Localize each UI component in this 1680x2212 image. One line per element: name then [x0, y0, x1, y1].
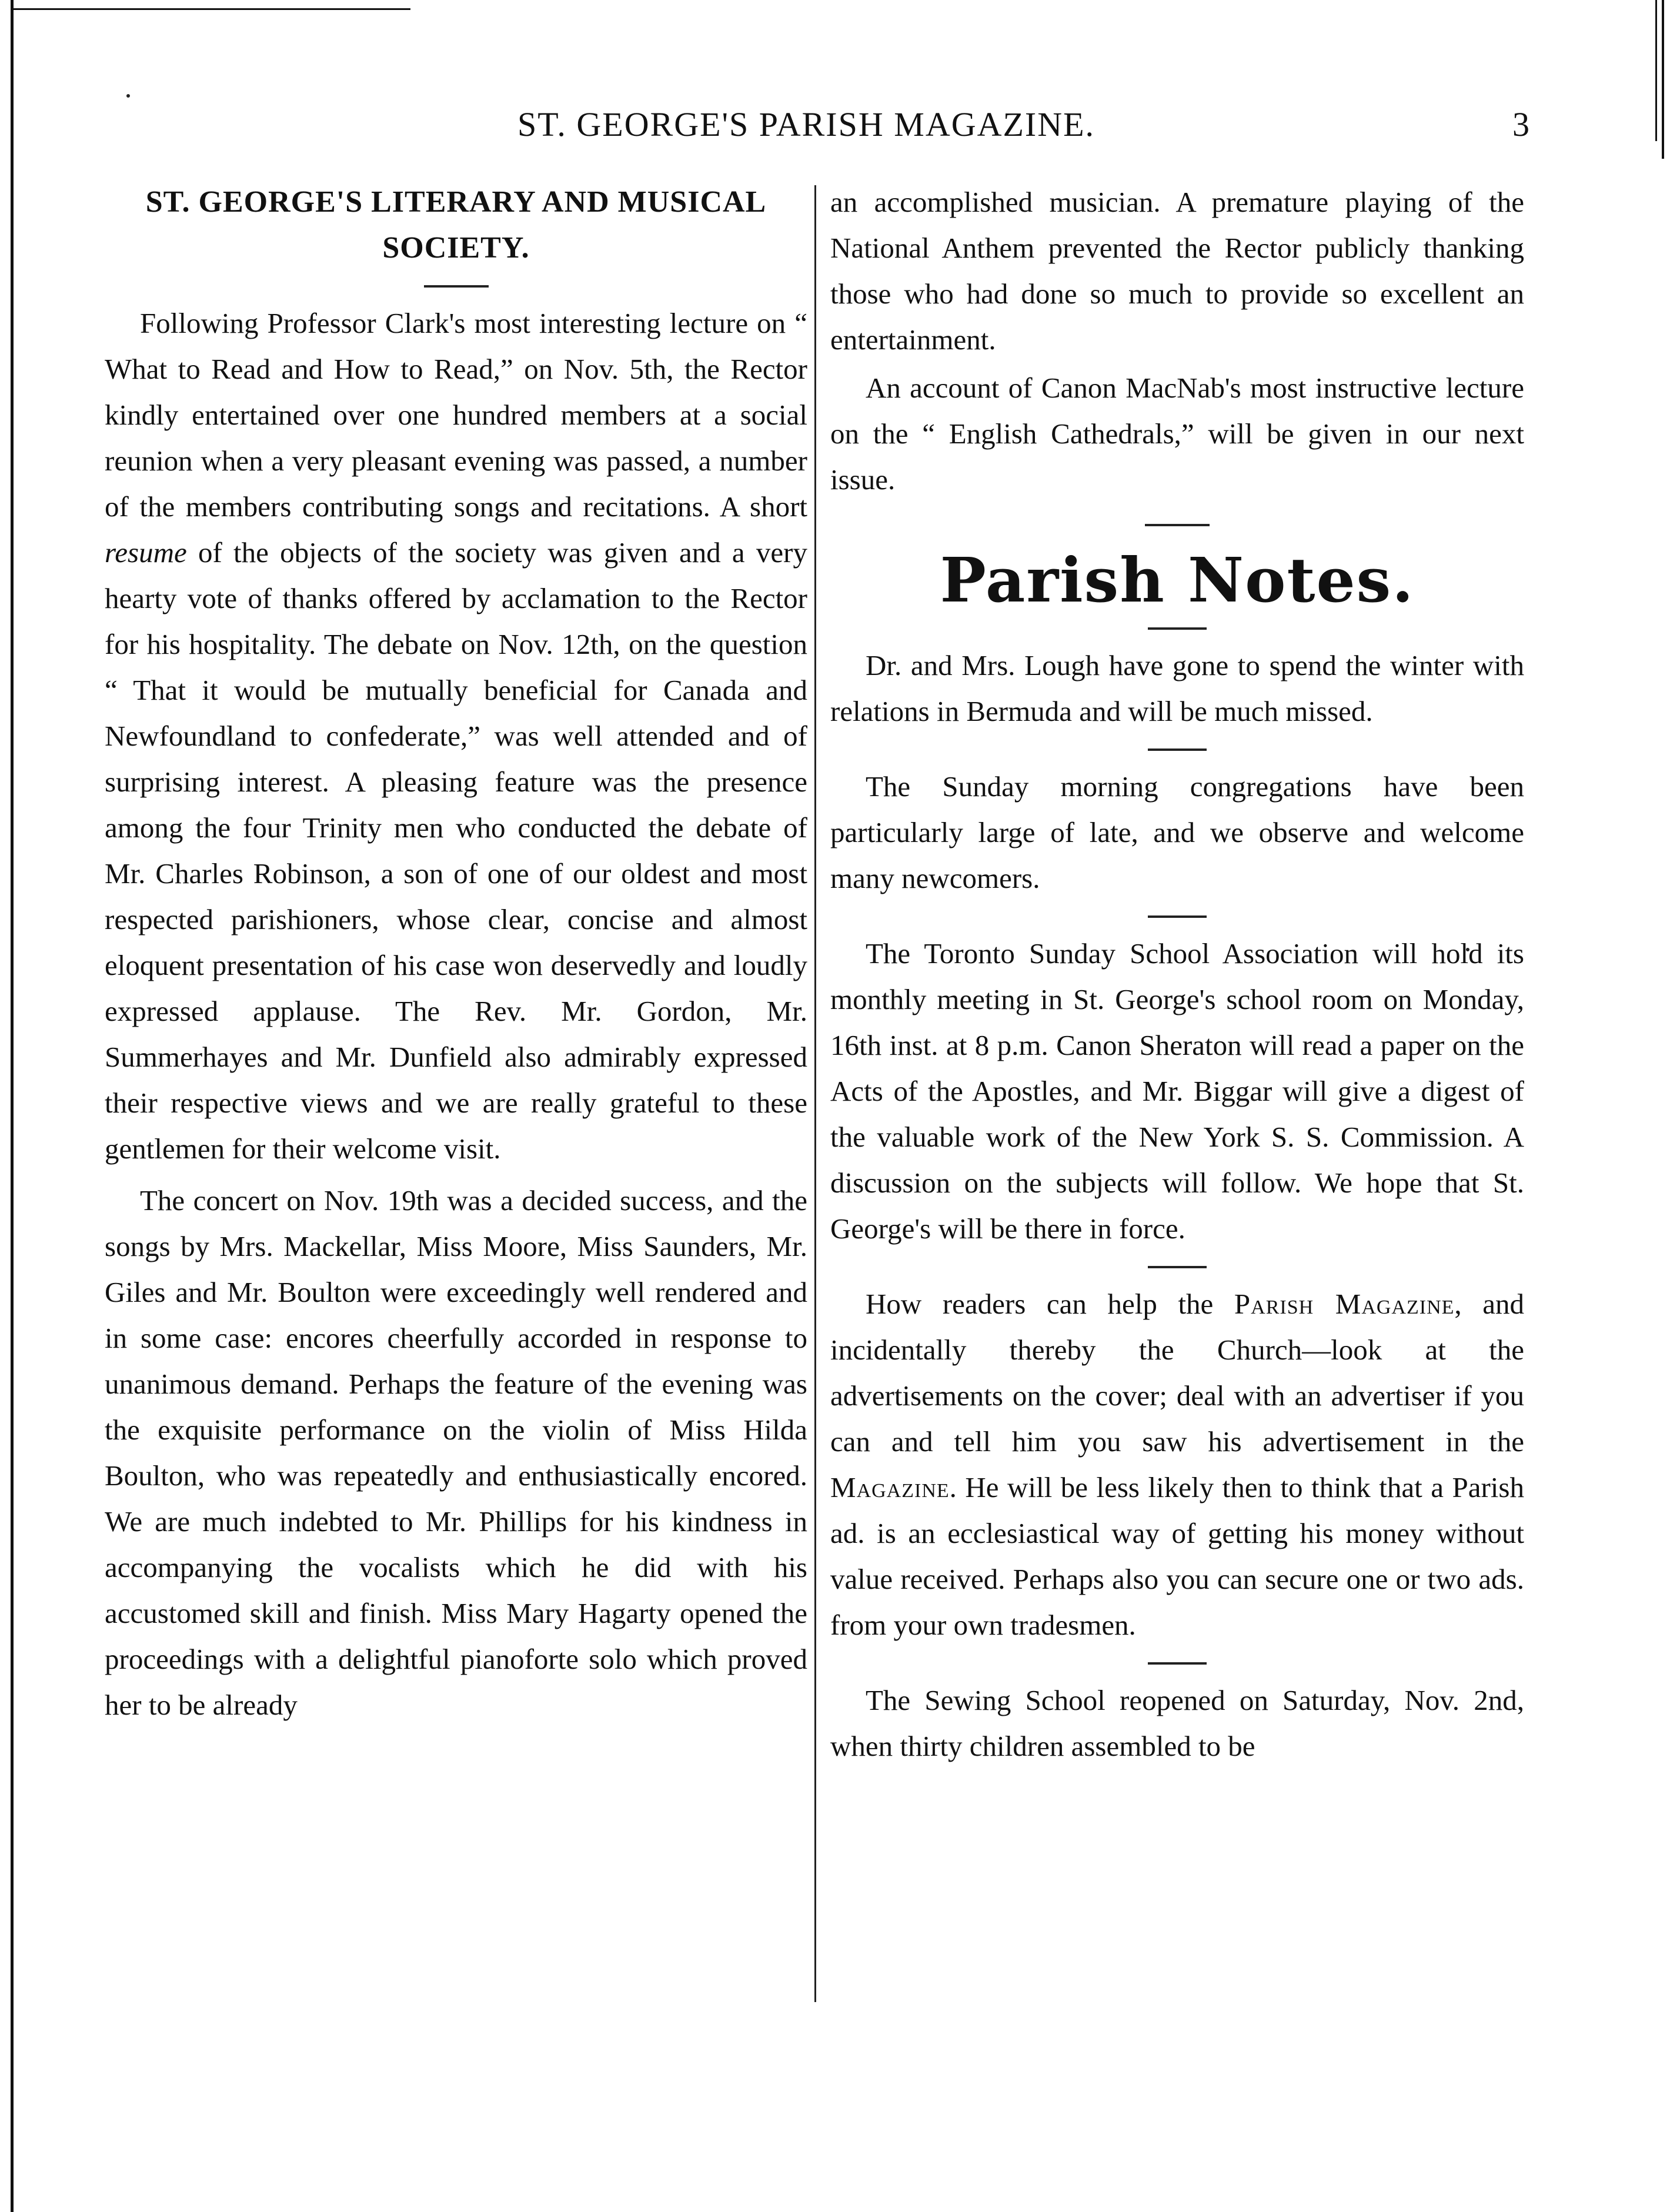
section-dash: [1148, 1266, 1207, 1268]
page-header: [0, 105, 1680, 158]
society-heading: [105, 179, 807, 271]
top-edge-mark: [11, 8, 410, 10]
society-heading-line1: ST. GEORGE'S LITERARY AND MUSICAL: [145, 185, 767, 219]
section-dash: [1148, 627, 1207, 630]
page-number: 3: [1512, 105, 1529, 143]
note-advertisers: [830, 1281, 1524, 1648]
n4-text-b: , and incidentally thereby the Church—look at the advertisements on the cover; deal with an advertiser if you can and tell him you saw his advertisement in the: [830, 1288, 1524, 1458]
macnab-lecture-note: An account of Canon MacNab's most instructive lecture on the “ English Cathedrals,” will be given in our next issue.: [830, 372, 1524, 496]
society-paragraph-lecture: [105, 300, 807, 1172]
section-dash: [1145, 524, 1210, 526]
concert-continuation: an accomplished musician. A premature playing of the National Anthem prevented the Rector publicly thanking those who had done so much to provide so excellent an entertainment.: [830, 186, 1524, 356]
p1-text-b: of the objects of the society was given and a very hearty vote of thanks offered by acclamation to the Rector for his hospitality. The debate on Nov. 12th, on the question “ That it would be mutually beneficial for Canada and Newfoundland to confederate,” was well attended and of surprising interest. A pleasing feature was the presence among the four Trinity men who conducted the debate of Mr. Charles Robinson, a son of one of our oldest and most respected parishioners, whose clear, concise and almost eloquent presentation of his case won deservedly and loudly expressed applause. The Rev. Mr. Gordon, Mr. Summerhayes and Mr. Dunfield also admirably expressed their respective views and we are really grateful to these gentlemen for their welcome visit.: [105, 536, 807, 1165]
right-column: [830, 179, 1524, 1769]
running-title: ST. GEORGE'S PARISH MAGAZINE.: [517, 105, 1095, 143]
section-dash: [1148, 915, 1207, 918]
note-lough: Dr. and Mrs. Lough have gone to spend the winter with relations in Bermuda and will be much missed.: [830, 649, 1524, 727]
note-sunday-school-association: The Toronto Sunday School Association will hold its monthly meeting in St. George's school room on Monday, 16th inst. at 8 p.m. Canon Sheraton will read a paper on the Acts of the Apostles, and Mr. Biggar will give a digest of the valuable work of the New York S. S. Commission. A discussion on the subjects will follow. We hope that St. George's will be there in force.: [830, 937, 1524, 1245]
n4-parish-magazine: Parish Magazine: [1234, 1288, 1455, 1320]
column-divider: [814, 185, 816, 2002]
n4-magazine: Magazine: [830, 1471, 950, 1503]
section-dash: [1148, 749, 1207, 751]
section-dash: [424, 285, 489, 288]
society-heading-line2: SOCIETY.: [382, 231, 530, 265]
left-binding-edge: [11, 0, 14, 2212]
note-sewing-school: The Sewing School reopened on Saturday, Nov. 2nd, when thirty children assembled to be: [830, 1684, 1524, 1762]
n4-text-c: . He will be less likely then to think that a Parish ad. is an ecclesiastical way of getting his money without value received. Perhaps also you can secure one or two ads. from your own tradesmen.: [830, 1471, 1524, 1641]
note-congregations: The Sunday morning congregations have been particularly large of late, and we observe and welcome many newcomers.: [830, 770, 1524, 894]
section-dash: [1148, 1662, 1207, 1665]
left-column: [105, 179, 807, 1728]
p1-text-a: Following Professor Clark's most interesting lecture on “ What to Read and How to Read,” on Nov. 5th, the Rector kindly entertained over one hundred members at a social reunion when a very pleasant evening was passed, a number of the members contributing songs and recitations. A short: [105, 307, 807, 523]
parish-notes-title: Parish Notes.: [940, 544, 1415, 616]
p1-resume: resume: [105, 536, 187, 569]
society-paragraph-concert: The concert on Nov. 19th was a decided success, and the songs by Mrs. Mackellar, Miss Moore, Miss Saunders, Mr. Giles and Mr. Boulton were exceedingly well rendered and in some case: encores cheerfully accorded in response to unanimous demand. Perhaps the feature of the evening was the exquisite performance on the violin of Miss Hilda Boulton, who was repeatedly and enthusiastically encored. We are much indebted to Mr. Phillips for his kindness in accompanying the vocalists which he did with his accustomed skill and finish. Miss Mary Hagarty opened the proceedings with a delightful pianoforte solo which proved her to be already: [105, 1184, 807, 1721]
n4-text-a: How readers can help the: [866, 1288, 1234, 1320]
ink-speck: [126, 94, 130, 98]
